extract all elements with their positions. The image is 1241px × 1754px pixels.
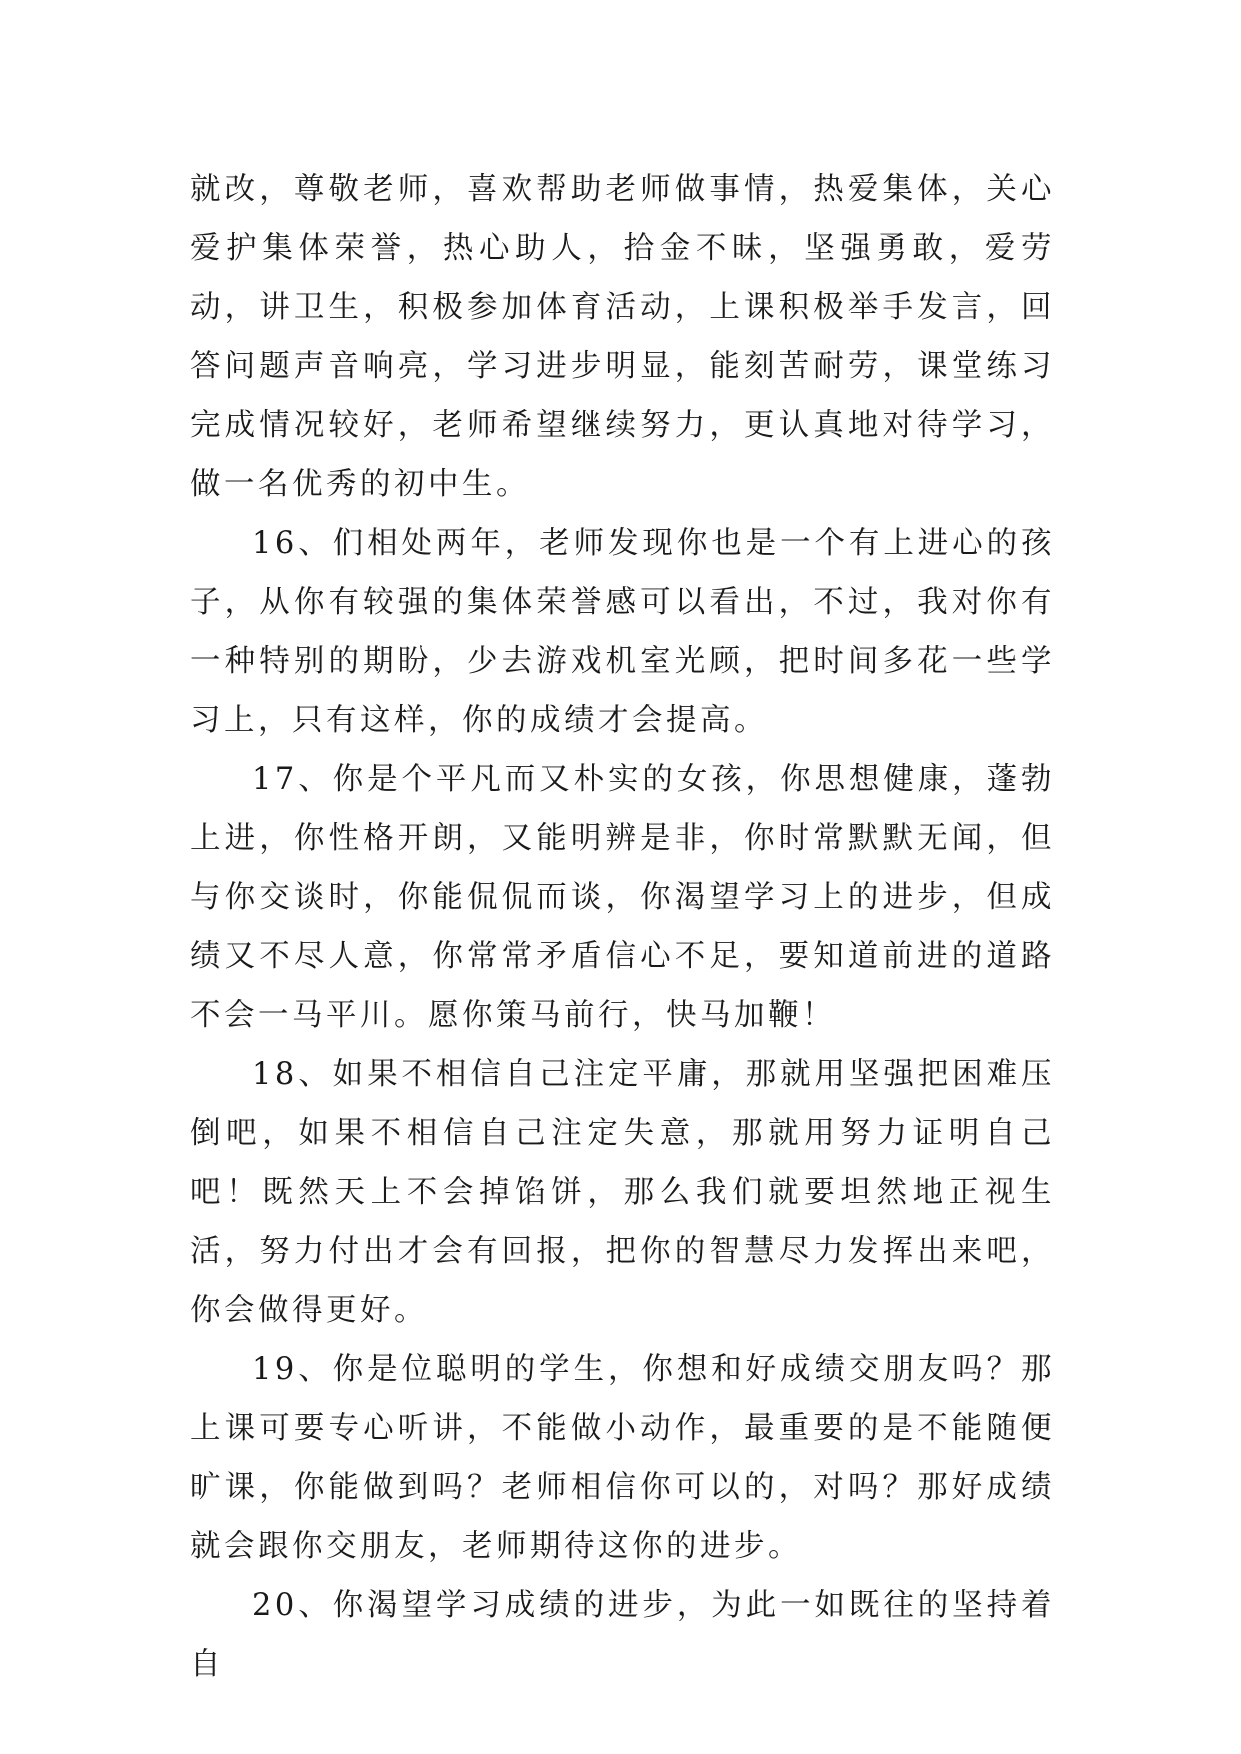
paragraph-18: 18、如果不相信自己注定平庸，那就用坚强把困难压倒吧，如果不相信自己注定失意，那就用努力证明自己吧！既然天上不会掉馅饼，那么我们就要坦然地正视生活，努力付出才会有回报，把你的智慧尽力发挥出来吧，你会做得更好。 bbox=[190, 1057, 1055, 1328]
paragraph-19: 19、你是位聪明的学生，你想和好成绩交朋友吗？那上课可要专心听讲，不能做小动作，最重要的是不能随便旷课，你能做到吗？老师相信你可以的，对吗？那好成绩就会跟你交朋友，老师期待这你的进步。 bbox=[190, 1352, 1055, 1564]
paragraph-20: 20、你渴望学习成绩的进步，为此一如既往的坚持着自 bbox=[190, 1588, 1055, 1682]
paragraph-continued: 就改，尊敬老师，喜欢帮助老师做事情，热爱集体，关心爱护集体荣誉，热心助人，拾金不昧，坚强勇敢，爱劳动，讲卫生，积极参加体育活动，上课积极举手发言，回答问题声音响亮，学习进步明显，能刻苦耐劳，课堂练习完成情况较好，老师希望继续努力，更认真地对待学习，做一名优秀的初中生。 bbox=[190, 172, 1055, 502]
paragraph-17: 17、你是个平凡而又朴实的女孩，你思想健康，蓬勃上进，你性格开朗，又能明辨是非，你时常默默无闻，但与你交谈时，你能侃侃而谈，你渴望学习上的进步，但成绩又不尽人意，你常常矛盾信心不足，要知道前进的道路不会一马平川。愿你策马前行，快马加鞭！ bbox=[190, 762, 1055, 1033]
paragraph-16: 16、们相处两年，老师发现你也是一个有上进心的孩子，从你有较强的集体荣誉感可以看出，不过，我对你有一种特别的期盼，少去游戏机室光顾，把时间多花一些学习上，只有这样，你的成绩才会提高。 bbox=[190, 526, 1055, 738]
body-text bbox=[190, 160, 1055, 1694]
